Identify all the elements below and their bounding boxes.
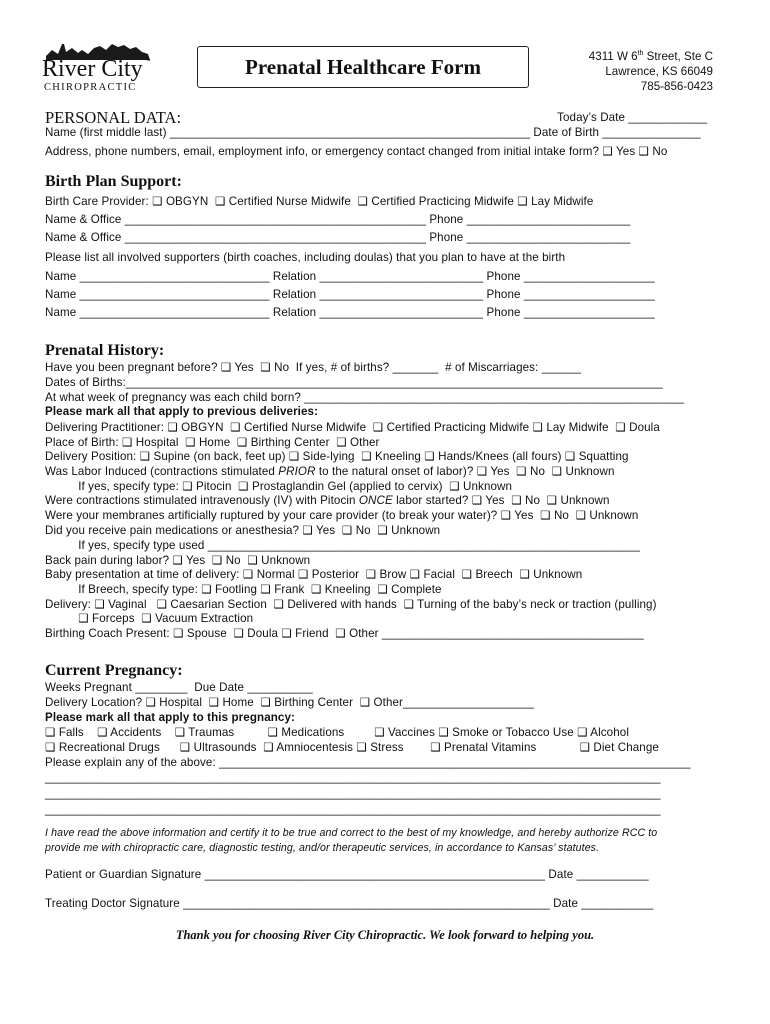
medication-type-field[interactable]: If yes, specify type used __________________________________________________________________ <box>45 539 640 552</box>
address-change-question[interactable]: Address, phone numbers, email, employment info, or emergency contact changed from initial intake form? ❑ Yes ❑ No <box>45 145 668 158</box>
birth-plan-heading: Birth Plan Support: <box>45 173 182 190</box>
address-street: 4311 W 6th Street, Ste C <box>588 49 713 63</box>
name-dob-field[interactable]: Name (first middle last) _______________________________________________________ Date of Birth _______________ <box>45 126 701 139</box>
supporter-row[interactable]: Name _____________________________ Relation _________________________ Phone ____________________ <box>45 270 655 283</box>
river-city-logo <box>38 38 158 108</box>
induction-type[interactable]: If yes, specify type: ❑ Pitocin ❑ Prostaglandin Gel (applied to cervix) ❑ Unknown <box>45 480 513 493</box>
address-phone: 785-856-0423 <box>640 79 713 93</box>
form-title: Prenatal Healthcare Form <box>197 46 529 88</box>
delivery-location[interactable]: Delivery Location? ❑ Hospital ❑ Home ❑ Birthing Center ❑ Other____________________ <box>45 696 534 709</box>
membranes-ruptured-question[interactable]: Were your membranes artificially ruptured by your care provider (to break your water)? ❑ Yes ❑ No ❑ Unknown <box>45 509 639 522</box>
current-pregnancy-instruction: Please mark all that apply to this pregnancy: <box>45 711 295 724</box>
back-pain-question[interactable]: Back pain during labor? ❑ Yes ❑ No ❑ Unknown <box>45 554 311 567</box>
breech-type[interactable]: If Breech, specify type: ❑ Footling ❑ Frank ❑ Kneeling ❑ Complete <box>45 583 442 596</box>
conditions-row[interactable]: ❑ Falls ❑ Accidents ❑ Traumas ❑ Medications ❑ Vaccines ❑ Smoke or Tobacco Use ❑ Alcohol <box>45 726 629 739</box>
thank-you-note: Thank you for choosing River City Chiropractic. We look forward to helping you. <box>175 928 595 942</box>
delivery-method-extra[interactable]: ❑ Forceps ❑ Vacuum Extraction <box>45 612 254 625</box>
delivery-method[interactable]: Delivery: ❑ Vaginal ❑ Caesarian Section ❑ Delivered with hands ❑ Turning of the baby’s neck or traction (pulling) <box>45 598 657 611</box>
dates-of-births-field[interactable]: Dates of Births:__________________________________________________________________________________ <box>45 376 663 389</box>
supporter-row[interactable]: Name _____________________________ Relation _________________________ Phone ____________________ <box>45 288 655 301</box>
explain-field[interactable]: Please explain any of the above: ________________________________________________________________________ <box>45 756 691 769</box>
certification-text: provide me with chiropractic care, diagnostic testing, and/or therapeutic services, in accordance to Kansas’ statutes. <box>45 842 600 854</box>
todays-date-field[interactable]: Today’s Date ____________ <box>557 111 707 124</box>
address-city: Lawrence, KS 66049 <box>605 64 713 78</box>
explain-line[interactable]: ______________________________________________________________________________________________ <box>45 771 661 784</box>
pregnant-before-question[interactable]: Have you been pregnant before? ❑ Yes ❑ No If yes, # of births? _______ # of Miscarriages: ______ <box>45 361 581 374</box>
weeks-due-date-field[interactable]: Weeks Pregnant ________ Due Date __________ <box>45 681 313 694</box>
labor-induced-question[interactable]: Was Labor Induced (contractions stimulated PRIOR to the natural onset of labor)? ❑ Yes ❑ No ❑ Unknown <box>45 465 615 478</box>
certification-text: I have read the above information and certify it to be true and correct to the best of my knowledge, and hereby authorize RCC to <box>45 827 658 839</box>
supporters-instructions: Please list all involved supporters (birth coaches, including doulas) that you plan to have at the birth <box>45 251 566 264</box>
week-born-field[interactable]: At what week of pregnancy was each child born? __________________________________________________________ <box>45 391 685 404</box>
clinic-address <box>589 46 713 94</box>
conditions-row[interactable]: ❑ Recreational Drugs ❑ Ultrasounds ❑ Amniocentesis ❑ Stress ❑ Prenatal Vitamins ❑ Diet Change <box>45 741 659 754</box>
logo-subtitle: CHIROPRACTIC <box>44 82 137 93</box>
birthing-coach[interactable]: Birthing Coach Present: ❑ Spouse ❑ Doula ❑ Friend ❑ Other ________________________________________ <box>45 627 644 640</box>
pain-medication-question[interactable]: Did you receive pain medications or anesthesia? ❑ Yes ❑ No ❑ Unknown <box>45 524 441 537</box>
doctor-signature-field[interactable]: Treating Doctor Signature ________________________________________________________ Date ___________ <box>45 897 654 910</box>
personal-data-heading: PERSONAL DATA: <box>45 108 182 127</box>
prenatal-history-heading: Prenatal History: <box>45 342 165 359</box>
birth-care-provider[interactable]: Birth Care Provider: ❑ OBGYN ❑ Certified Nurse Midwife ❑ Certified Practicing Midwife ❑ Lay Midwife <box>45 195 594 208</box>
baby-presentation[interactable]: Baby presentation at time of delivery: ❑ Normal ❑ Posterior ❑ Brow ❑ Facial ❑ Breech ❑ Unknown <box>45 568 583 581</box>
patient-signature-field[interactable]: Patient or Guardian Signature ____________________________________________________ Date ___________ <box>45 868 649 881</box>
logo-name: River City <box>42 56 143 82</box>
name-office-field[interactable]: Name & Office ______________________________________________ Phone _________________________ <box>45 213 631 226</box>
current-pregnancy-heading: Current Pregnancy: <box>45 662 183 679</box>
delivering-practitioner[interactable]: Delivering Practitioner: ❑ OBGYN ❑ Certified Nurse Midwife ❑ Certified Practicing Midwife ❑ Lay Midwife ❑ Doula <box>45 421 660 434</box>
supporter-row[interactable]: Name _____________________________ Relation _________________________ Phone ____________________ <box>45 306 655 319</box>
delivery-position[interactable]: Delivery Position: ❑ Supine (on back, feet up) ❑ Side-lying ❑ Kneeling ❑ Hands/Knees (all fours) ❑ Squatting <box>45 450 629 463</box>
explain-line[interactable]: ______________________________________________________________________________________________ <box>45 803 661 816</box>
iv-pitocin-question[interactable]: Were contractions stimulated intravenously (IV) with Pitocin ONCE labor started? ❑ Yes ❑ No ❑ Unknown <box>45 494 610 507</box>
previous-deliveries-instruction: Please mark all that apply to previous deliveries: <box>45 405 319 418</box>
explain-line[interactable]: ______________________________________________________________________________________________ <box>45 787 661 800</box>
place-of-birth[interactable]: Place of Birth: ❑ Hospital ❑ Home ❑ Birthing Center ❑ Other <box>45 436 380 449</box>
name-office-field[interactable]: Name & Office ______________________________________________ Phone _________________________ <box>45 231 631 244</box>
